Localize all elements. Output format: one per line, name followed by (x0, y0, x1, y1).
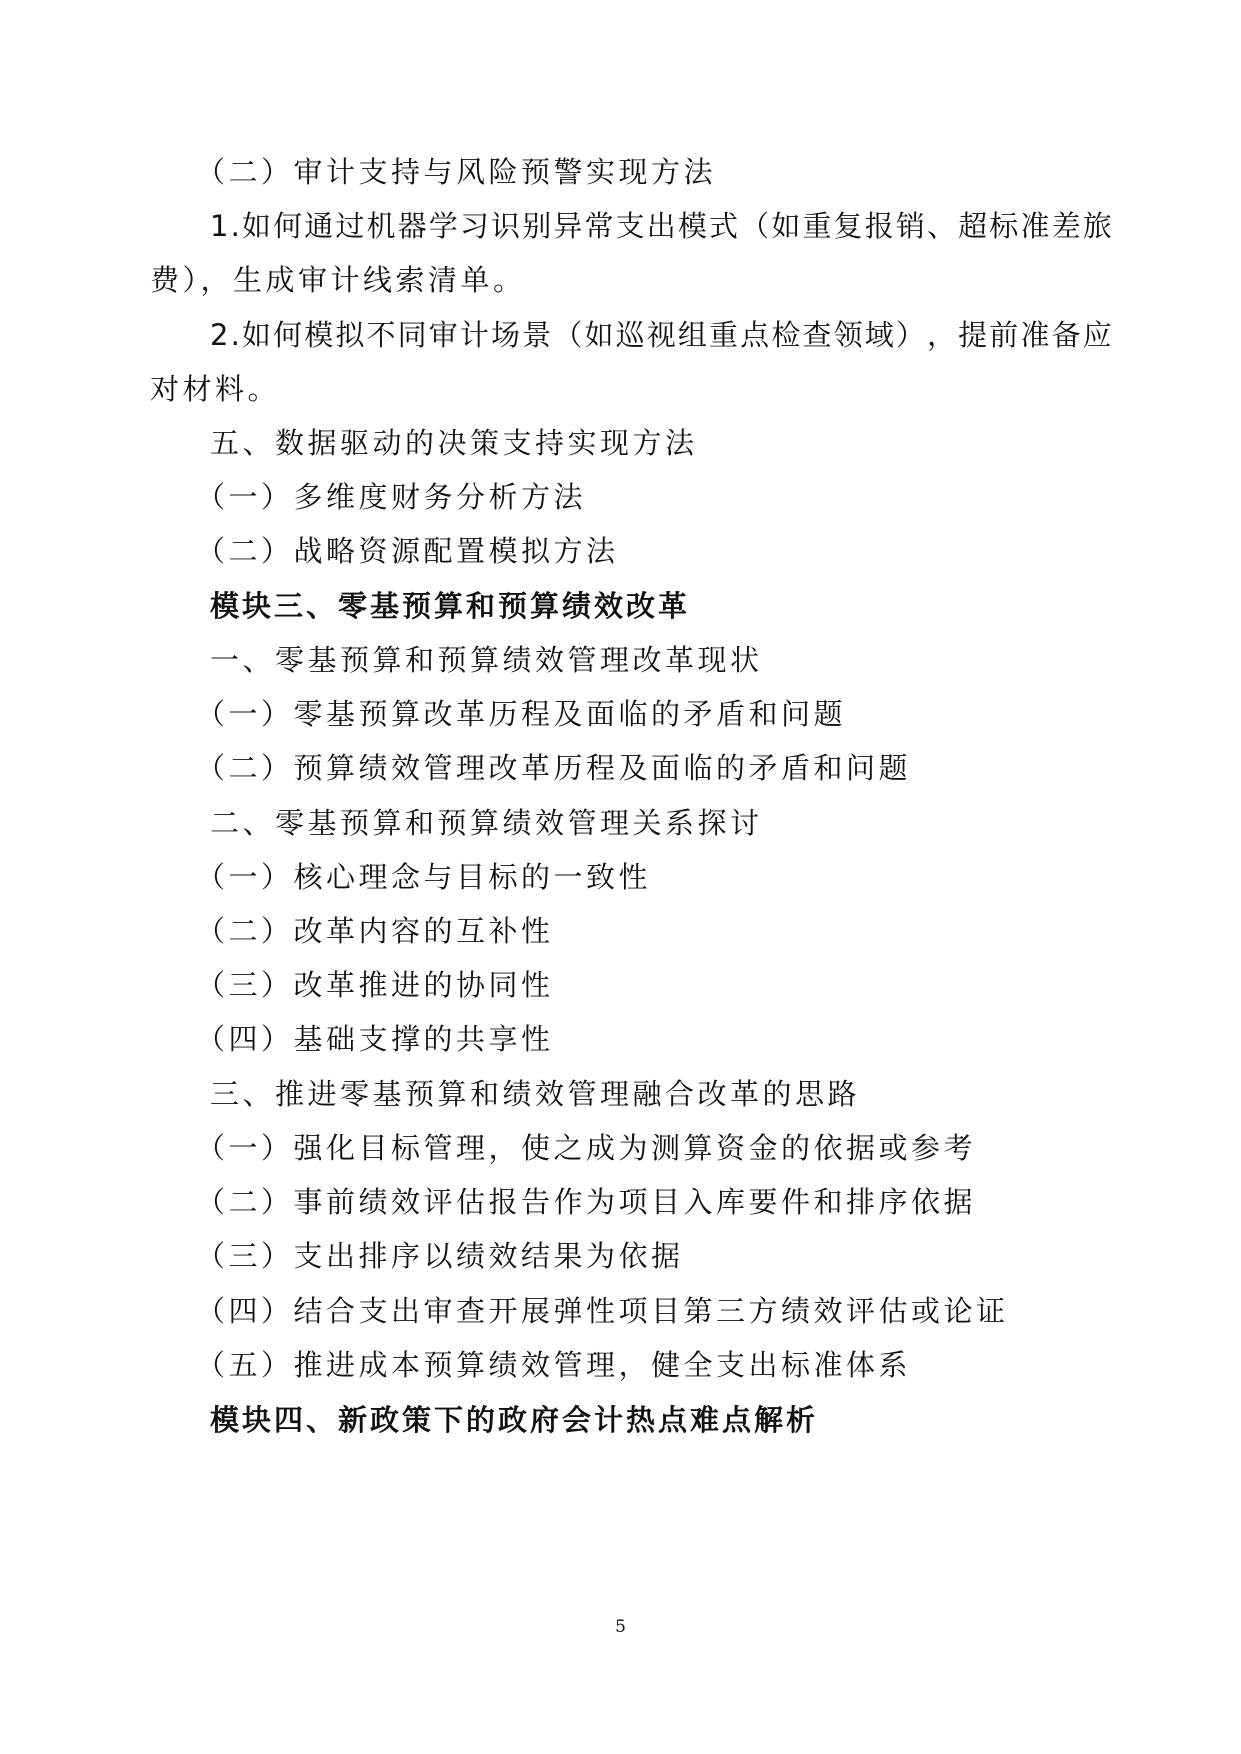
subheading-strategic-resource: （二）战略资源配置模拟方法 (196, 534, 619, 568)
subheading-synergy: （三）改革推进的协同性 (196, 968, 554, 1002)
section-heading-integration: 三、推进零基预算和绩效管理融合改革的思路 (210, 1077, 861, 1111)
paragraph-ml-line1: 1 . 如 何 通 过 机 器 学 习 识 别 异 常 支 出 模 式 （ 如 重 复 报 销 、 超 标 准 差 旅 (210, 209, 1112, 243)
subheading-complementarity: （二）改革内容的互补性 (196, 914, 554, 948)
subheading-third-party-evaluation: （四）结合支出审查开展弹性项目第三方绩效评估或论证 (196, 1294, 1009, 1328)
module-heading-4: 模块四、新政策下的政府会计热点难点解析 (210, 1403, 819, 1437)
subheading-target-management: （一）强化目标管理，使之成为测算资金的依据或参考 (196, 1131, 977, 1165)
subheading-multidimensional: （一）多维度财务分析方法 (196, 480, 587, 514)
subheading-zero-based-history: （一）零基预算改革历程及面临的矛盾和问题 (196, 697, 847, 731)
section-heading-status: 一、零基预算和预算绩效管理改革现状 (210, 643, 763, 677)
subheading-performance-history: （二）预算绩效管理改革历程及面临的矛盾和问题 (196, 751, 912, 785)
subheading-ex-ante-evaluation: （二）事前绩效评估报告作为项目入库要件和排序依据 (196, 1185, 977, 1219)
paragraph-simulation-line2: 对材料。 (150, 372, 281, 406)
subheading-cost-budget: （五）推进成本预算绩效管理，健全支出标准体系 (196, 1348, 912, 1382)
page-number: 5 (615, 1617, 626, 1637)
section-heading-data-driven: 五、数据驱动的决策支持实现方法 (210, 426, 698, 460)
subheading-expenditure-ranking: （三）支出排序以绩效结果为依据 (196, 1239, 684, 1273)
paragraph-ml-line2: 费），生成审计线索清单。 (150, 263, 526, 297)
subheading-sharing: （四）基础支撑的共享性 (196, 1022, 554, 1056)
paragraph-simulation-line1: 2 . 如 何 模 拟 不 同 审 计 场 景 （ 如 巡 视 组 重 点 检 查 领 域 ） ， 提 前 准 备 应 (210, 318, 1112, 352)
section-heading-relationship: 二、零基预算和预算绩效管理关系探讨 (210, 806, 763, 840)
subheading-consistency: （一）核心理念与目标的一致性 (196, 860, 652, 894)
module-heading-3: 模块三、零基预算和预算绩效改革 (210, 589, 691, 623)
subheading-audit-support: （二）审计支持与风险预警实现方法 (196, 155, 717, 189)
